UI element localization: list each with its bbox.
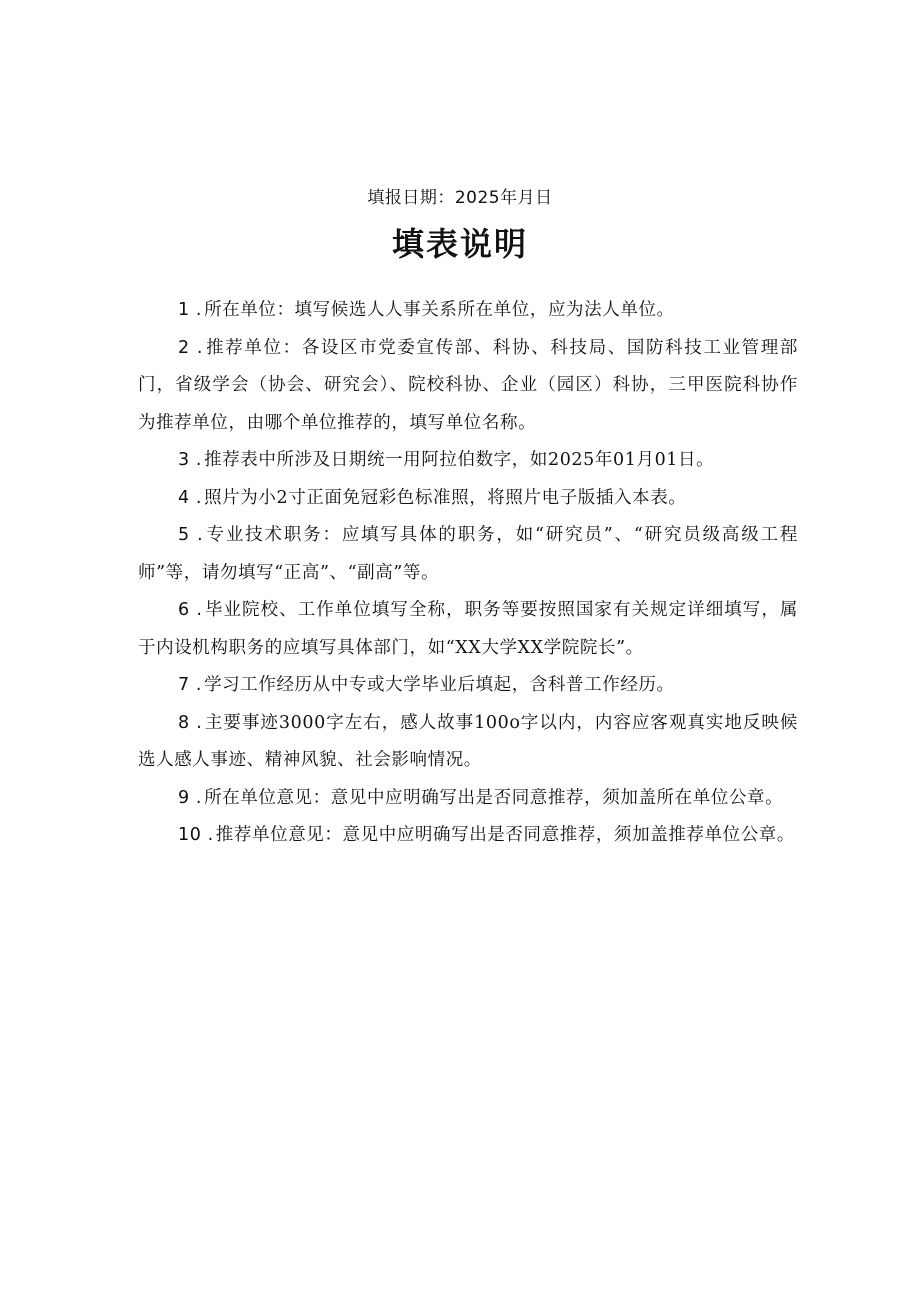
item-number: 7 . bbox=[178, 675, 203, 695]
fill-date-line: 填报日期：2025年月日 bbox=[367, 188, 553, 208]
item-text: 推荐单位：各设区市党委宣传部、科协、科技局、国防科技工业管理部门，省级学会（协会、研究会）、院校科协、企业（园区）科协，三甲医院科协作为推荐单位，由哪个单位推荐的，填写单位名称。 bbox=[138, 337, 798, 433]
item-text: 推荐表中所涉及日期统一用阿拉伯数字，如2025年01月01日。 bbox=[204, 450, 715, 470]
item-text: 学习工作经历从中专或大学毕业后填起，含科普工作经历。 bbox=[204, 675, 675, 695]
item-text: 照片为小2寸正面免冠彩色标准照，将照片电子版插入本表。 bbox=[204, 487, 687, 508]
item-text: 所在单位意见：意见中应明确写出是否同意推荐，须加盖所在单位公章。 bbox=[204, 787, 784, 808]
item-number: 5 . bbox=[178, 525, 204, 545]
instruction-item-10 bbox=[138, 817, 798, 855]
item-number: 6 . bbox=[178, 600, 203, 620]
item-text: 主要事迹3000字左右，感人故事100o字以内，内容应客观真实地反映候选人感人事迹、精神风貌、社会影响情况。 bbox=[138, 712, 798, 770]
instruction-item-5 bbox=[138, 517, 798, 592]
instruction-item-8 bbox=[138, 705, 798, 780]
instruction-list bbox=[138, 292, 798, 855]
item-text: 所在单位：填写候选人人事关系所在单位，应为法人单位。 bbox=[204, 300, 675, 320]
item-text: 推荐单位意见：意见中应明确写出是否同意推荐，须加盖推荐单位公章。 bbox=[215, 825, 795, 845]
instruction-item-9 bbox=[138, 780, 798, 818]
item-number: 9 . bbox=[178, 787, 203, 808]
item-text: 专业技术职务：应填写具体的职务，如“研究员”、“研究员级高级工程师”等，请勿填写“正高”、“副高”等。 bbox=[138, 525, 799, 583]
item-number: 8 . bbox=[178, 712, 203, 733]
item-number: 10 . bbox=[178, 825, 214, 845]
page-title: 填表说明 bbox=[391, 225, 528, 263]
item-number: 4 . bbox=[178, 487, 203, 508]
item-number: 3 . bbox=[178, 450, 203, 470]
instruction-item-4 bbox=[138, 480, 798, 518]
instruction-item-7 bbox=[138, 667, 798, 705]
item-text: 毕业院校、工作单位填写全称，职务等要按照国家有关规定详细填写，属于内设机构职务的应填写具体部门，如“XX大学XX学院院长”。 bbox=[138, 600, 799, 658]
item-number: 1 . bbox=[178, 300, 203, 320]
instruction-item-2 bbox=[138, 330, 798, 443]
instruction-item-1 bbox=[138, 292, 798, 330]
instruction-item-3 bbox=[138, 442, 798, 480]
item-number: 2 . bbox=[178, 337, 204, 358]
instruction-item-6 bbox=[138, 592, 798, 667]
